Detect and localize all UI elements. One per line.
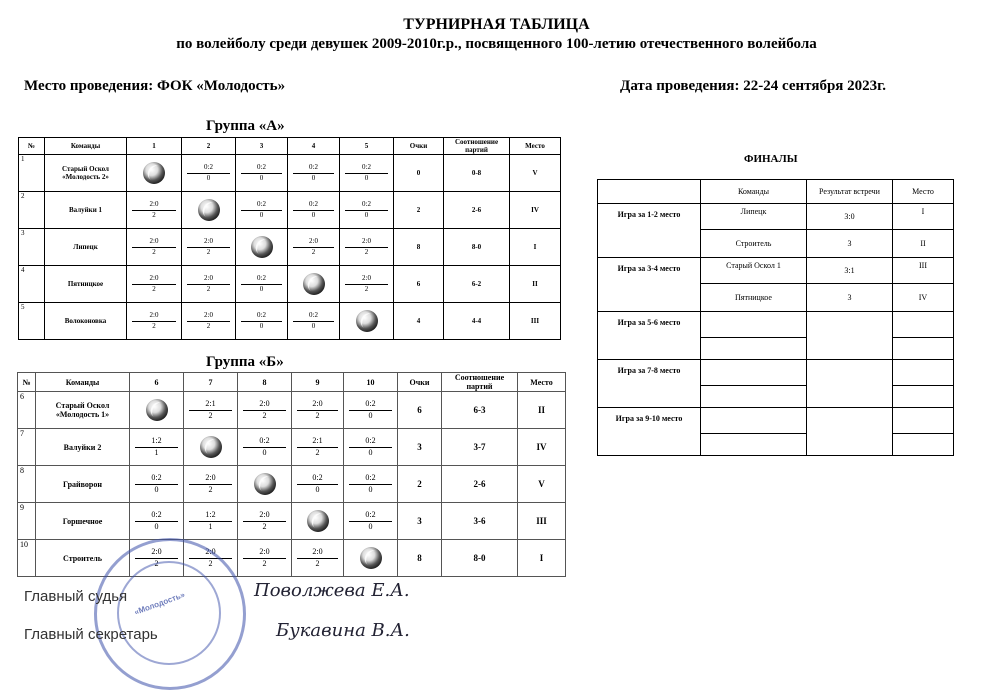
col-6: 6 bbox=[130, 373, 184, 392]
match-cell bbox=[238, 392, 292, 429]
place-cell: V bbox=[518, 466, 566, 503]
match-cell bbox=[127, 303, 182, 340]
match-points: 2 bbox=[311, 248, 316, 256]
set-score: 0:2 bbox=[365, 399, 376, 408]
set-score: 2:0 bbox=[204, 274, 213, 282]
match-points: 0 bbox=[259, 322, 264, 330]
team-number: 3 bbox=[19, 229, 45, 266]
place-cell: V bbox=[510, 155, 561, 192]
finals-score: 3 bbox=[807, 230, 893, 258]
finals-place bbox=[893, 434, 954, 456]
set-score: 2:0 bbox=[205, 547, 216, 556]
finals-place: IV bbox=[893, 284, 954, 312]
match-points: 2 bbox=[262, 411, 267, 420]
team-name: Валуйки 2 bbox=[36, 429, 130, 466]
match-points: 0 bbox=[368, 448, 373, 457]
col-points: Очки bbox=[394, 138, 444, 155]
match-cell bbox=[292, 429, 344, 466]
team-number: 9 bbox=[18, 503, 36, 540]
finals-place bbox=[893, 408, 954, 434]
finals-team: Старый Оскол 1 bbox=[701, 258, 807, 284]
match-points: 2 bbox=[315, 411, 320, 420]
match-points: 2 bbox=[152, 248, 156, 256]
set-score: 0:2 bbox=[365, 436, 376, 445]
place-cell: II bbox=[510, 266, 561, 303]
place-cell: II bbox=[518, 392, 566, 429]
set-score: 0:2 bbox=[151, 473, 162, 482]
match-cell bbox=[182, 192, 236, 229]
place-cell: III bbox=[518, 503, 566, 540]
place-cell: IV bbox=[510, 192, 561, 229]
match-cell bbox=[292, 466, 344, 503]
table-row bbox=[19, 266, 561, 303]
match-points: 2 bbox=[152, 285, 156, 293]
match-cell bbox=[344, 503, 398, 540]
volleyball-icon bbox=[356, 310, 378, 332]
finals-score: 3 bbox=[807, 284, 893, 312]
finals-place bbox=[893, 360, 954, 386]
col-7: 7 bbox=[184, 373, 238, 392]
set-score: 0:2 bbox=[257, 274, 266, 282]
finals-row bbox=[598, 408, 954, 434]
col-9: 9 bbox=[292, 373, 344, 392]
set-score: 2:0 bbox=[204, 237, 213, 245]
match-cell bbox=[340, 192, 394, 229]
match-points: 0 bbox=[259, 285, 264, 293]
match-points: 0 bbox=[368, 485, 373, 494]
col-place: Место bbox=[510, 138, 561, 155]
ratio-cell: 6-2 bbox=[444, 266, 510, 303]
finals-table bbox=[597, 179, 954, 456]
set-score: 2:0 bbox=[204, 311, 213, 319]
set-score: 2:0 bbox=[362, 274, 371, 282]
volleyball-icon bbox=[254, 473, 276, 495]
col-ratio: Соотношение партий bbox=[442, 373, 518, 392]
match-points: 0 bbox=[311, 211, 316, 219]
match-cell bbox=[292, 503, 344, 540]
set-score: 2:0 bbox=[205, 473, 216, 482]
col-team: Команды bbox=[45, 138, 127, 155]
match-points: 1 bbox=[154, 448, 159, 457]
set-score: 0:2 bbox=[309, 163, 318, 171]
finals-place bbox=[893, 312, 954, 338]
ratio-cell: 2-6 bbox=[442, 466, 518, 503]
match-cell bbox=[288, 303, 340, 340]
col-num: № bbox=[19, 138, 45, 155]
set-score: 2:0 bbox=[312, 399, 323, 408]
group-a-table bbox=[18, 137, 561, 340]
match-points: 2 bbox=[315, 448, 320, 457]
match-points: 2 bbox=[364, 285, 369, 293]
points-cell: 8 bbox=[394, 229, 444, 266]
match-cell bbox=[344, 429, 398, 466]
finals-game-label: Игра за 1-2 место bbox=[598, 204, 701, 258]
points-cell: 3 bbox=[398, 503, 442, 540]
team-name: Строитель bbox=[36, 540, 130, 577]
match-points: 0 bbox=[311, 322, 316, 330]
points-cell: 2 bbox=[394, 192, 444, 229]
finals-team: Строитель bbox=[701, 230, 807, 258]
col-8: 8 bbox=[238, 373, 292, 392]
col-team: Команды bbox=[36, 373, 130, 392]
match-points: 2 bbox=[154, 559, 159, 568]
finals-team bbox=[701, 338, 807, 360]
set-score: 2:0 bbox=[362, 237, 371, 245]
page-title: ТУРНИРНАЯ ТАБЛИЦА bbox=[403, 16, 590, 33]
table-row bbox=[19, 155, 561, 192]
match-points: 2 bbox=[152, 211, 156, 219]
points-cell: 6 bbox=[394, 266, 444, 303]
finals-place: III bbox=[893, 258, 954, 284]
finals-team bbox=[701, 386, 807, 408]
team-number: 6 bbox=[18, 392, 36, 429]
group-b-table bbox=[17, 372, 566, 577]
table-row bbox=[19, 229, 561, 266]
match-points: 2 bbox=[206, 322, 211, 330]
set-score: 0:2 bbox=[365, 510, 376, 519]
match-cell bbox=[340, 155, 394, 192]
judge-label: Главный судья bbox=[24, 588, 128, 605]
finals-team: Пятницкое bbox=[701, 284, 807, 312]
col-1: 1 bbox=[127, 138, 182, 155]
col-5: 5 bbox=[340, 138, 394, 155]
finals-col-teams: Команды bbox=[701, 180, 807, 204]
finals-col-result: Результат встречи bbox=[807, 180, 893, 204]
ratio-cell: 6-3 bbox=[442, 392, 518, 429]
match-cell bbox=[340, 229, 394, 266]
col-4: 4 bbox=[288, 138, 340, 155]
finals-game-label: Игра за 7-8 место bbox=[598, 360, 701, 408]
table-row bbox=[18, 392, 566, 429]
finals-game-label: Игра за 3-4 место bbox=[598, 258, 701, 312]
match-points: 0 bbox=[368, 522, 373, 531]
set-score: 1:2 bbox=[151, 436, 162, 445]
match-cell bbox=[182, 155, 236, 192]
match-cell bbox=[184, 429, 238, 466]
match-cell bbox=[238, 540, 292, 577]
volleyball-icon bbox=[360, 547, 382, 569]
finals-score: 3:0 bbox=[807, 204, 893, 230]
place-cell: I bbox=[510, 229, 561, 266]
set-score: 1:2 bbox=[205, 510, 216, 519]
points-cell: 6 bbox=[398, 392, 442, 429]
finals-blank-header bbox=[598, 180, 701, 204]
match-cell bbox=[236, 303, 288, 340]
team-number: 4 bbox=[19, 266, 45, 303]
date-text: Дата проведения: 22-24 сентября 2023г. bbox=[620, 78, 887, 94]
set-score: 2:0 bbox=[149, 311, 159, 319]
ratio-cell: 3-7 bbox=[442, 429, 518, 466]
match-points: 1 bbox=[208, 522, 213, 531]
finals-row bbox=[598, 312, 954, 338]
match-points: 2 bbox=[206, 285, 211, 293]
table-row bbox=[18, 466, 566, 503]
set-score: 0:2 bbox=[151, 510, 162, 519]
team-name: Валуйки 1 bbox=[45, 192, 127, 229]
finals-score bbox=[807, 360, 893, 408]
set-score: 2:0 bbox=[312, 547, 323, 556]
set-score: 2:0 bbox=[259, 399, 270, 408]
team-name: Старый Оскол «Молодость 1» bbox=[36, 392, 130, 429]
match-points: 0 bbox=[259, 211, 264, 219]
points-cell: 4 bbox=[394, 303, 444, 340]
points-cell: 8 bbox=[398, 540, 442, 577]
set-score: 2:0 bbox=[259, 547, 270, 556]
set-score: 0:2 bbox=[362, 163, 371, 171]
set-score: 0:2 bbox=[362, 200, 371, 208]
match-points: 0 bbox=[364, 211, 369, 219]
match-points: 0 bbox=[154, 522, 159, 531]
page-subtitle: по волейболу среди девушек 2009-2010г.р., посвященного 100-летию отечественного волейбола bbox=[176, 36, 817, 52]
match-points: 0 bbox=[311, 174, 316, 182]
finals-place bbox=[893, 386, 954, 408]
group-b-title: Группа «Б» bbox=[206, 354, 284, 370]
match-points: 2 bbox=[208, 485, 213, 494]
points-cell: 3 bbox=[398, 429, 442, 466]
team-number: 1 bbox=[19, 155, 45, 192]
ratio-cell: 8-0 bbox=[444, 229, 510, 266]
finals-game-label: Игра за 5-6 место bbox=[598, 312, 701, 360]
team-name: Липецк bbox=[45, 229, 127, 266]
match-points: 2 bbox=[262, 559, 267, 568]
col-10: 10 bbox=[344, 373, 398, 392]
team-name: Горшечное bbox=[36, 503, 130, 540]
col-place: Место bbox=[518, 373, 566, 392]
finals-game-label: Игра за 9-10 место bbox=[598, 408, 701, 456]
match-cell bbox=[130, 392, 184, 429]
match-points: 2 bbox=[152, 322, 156, 330]
set-score: 0:2 bbox=[204, 163, 213, 171]
ratio-cell: 2-6 bbox=[444, 192, 510, 229]
match-cell bbox=[184, 392, 238, 429]
match-points: 0 bbox=[154, 485, 159, 494]
ratio-cell: 4-4 bbox=[444, 303, 510, 340]
match-points: 0 bbox=[315, 485, 320, 494]
volleyball-icon bbox=[143, 162, 165, 184]
match-cell bbox=[182, 229, 236, 266]
finals-place bbox=[893, 338, 954, 360]
finals-place: II bbox=[893, 230, 954, 258]
volleyball-icon bbox=[198, 199, 220, 221]
set-score: 0:2 bbox=[259, 436, 270, 445]
finals-title: ФИНАЛЫ bbox=[744, 153, 798, 165]
finals-team: Липецк bbox=[701, 204, 807, 230]
set-score: 2:0 bbox=[151, 547, 162, 556]
match-points: 0 bbox=[262, 448, 267, 457]
volleyball-icon bbox=[307, 510, 329, 532]
match-cell bbox=[236, 229, 288, 266]
col-2: 2 bbox=[182, 138, 236, 155]
team-number: 2 bbox=[19, 192, 45, 229]
match-cell bbox=[288, 229, 340, 266]
match-cell bbox=[127, 229, 182, 266]
set-score: 2:0 bbox=[309, 237, 318, 245]
volleyball-icon bbox=[251, 236, 273, 258]
match-cell bbox=[288, 155, 340, 192]
finals-team bbox=[701, 360, 807, 386]
finals-team bbox=[701, 312, 807, 338]
group-a-title: Группа «А» bbox=[206, 118, 285, 134]
ratio-cell: 0-8 bbox=[444, 155, 510, 192]
match-cell bbox=[340, 266, 394, 303]
finals-row bbox=[598, 258, 954, 284]
match-cell bbox=[184, 503, 238, 540]
match-cell bbox=[340, 303, 394, 340]
finals-team bbox=[701, 408, 807, 434]
match-points: 2 bbox=[208, 411, 213, 420]
match-points: 2 bbox=[208, 559, 213, 568]
table-row bbox=[18, 540, 566, 577]
finals-score: 3:1 bbox=[807, 258, 893, 284]
match-cell bbox=[238, 503, 292, 540]
col-points: Очки bbox=[398, 373, 442, 392]
match-points: 0 bbox=[206, 174, 211, 182]
ratio-cell: 8-0 bbox=[442, 540, 518, 577]
place-cell: III bbox=[510, 303, 561, 340]
match-cell bbox=[288, 266, 340, 303]
finals-score bbox=[807, 312, 893, 360]
match-cell bbox=[127, 266, 182, 303]
team-number: 8 bbox=[18, 466, 36, 503]
team-number: 10 bbox=[18, 540, 36, 577]
table-row bbox=[18, 503, 566, 540]
match-cell bbox=[344, 540, 398, 577]
volleyball-icon bbox=[146, 399, 168, 421]
place-cell: IV bbox=[518, 429, 566, 466]
set-score: 2:1 bbox=[312, 436, 323, 445]
col-num: № bbox=[18, 373, 36, 392]
finals-place: I bbox=[893, 204, 954, 230]
match-cell bbox=[182, 266, 236, 303]
match-points: 2 bbox=[315, 559, 320, 568]
team-name: Грайворон bbox=[36, 466, 130, 503]
col-ratio: Соотношение партий bbox=[444, 138, 510, 155]
match-cell bbox=[127, 192, 182, 229]
team-name: Старый Оскол «Молодость 2» bbox=[45, 155, 127, 192]
ratio-cell: 3-6 bbox=[442, 503, 518, 540]
finals-score bbox=[807, 408, 893, 456]
match-cell bbox=[344, 392, 398, 429]
match-points: 0 bbox=[364, 174, 369, 182]
match-cell bbox=[344, 466, 398, 503]
team-number: 7 bbox=[18, 429, 36, 466]
match-cell bbox=[130, 429, 184, 466]
set-score: 2:0 bbox=[149, 274, 159, 282]
secretary-label: Главный секретарь bbox=[24, 626, 158, 643]
set-score: 2:0 bbox=[149, 200, 159, 208]
venue-text: Место проведения: ФОК «Молодость» bbox=[24, 78, 286, 94]
match-cell bbox=[292, 392, 344, 429]
table-row bbox=[19, 303, 561, 340]
stamp-text: «Молодость» bbox=[133, 590, 187, 617]
points-cell: 2 bbox=[398, 466, 442, 503]
match-points: 0 bbox=[368, 411, 373, 420]
set-score: 0:2 bbox=[309, 200, 318, 208]
volleyball-icon bbox=[303, 273, 325, 295]
set-score: 0:2 bbox=[365, 473, 376, 482]
set-score: 0:2 bbox=[257, 163, 266, 171]
match-cell bbox=[236, 266, 288, 303]
match-cell bbox=[182, 303, 236, 340]
match-points: 2 bbox=[262, 522, 267, 531]
match-cell bbox=[236, 155, 288, 192]
team-name: Волоконовка bbox=[45, 303, 127, 340]
match-cell bbox=[184, 466, 238, 503]
match-cell bbox=[130, 503, 184, 540]
match-cell bbox=[238, 429, 292, 466]
set-score: 2:1 bbox=[205, 399, 216, 408]
judge-signature: Поволжева Е.А. bbox=[254, 580, 410, 601]
finals-row bbox=[598, 360, 954, 386]
set-score: 2:0 bbox=[259, 510, 270, 519]
table-row bbox=[19, 192, 561, 229]
match-cell bbox=[238, 466, 292, 503]
set-score: 2:0 bbox=[149, 237, 159, 245]
volleyball-icon bbox=[200, 436, 222, 458]
secretary-signature: Букавина В.А. bbox=[276, 620, 410, 641]
place-cell: I bbox=[518, 540, 566, 577]
match-cell bbox=[288, 192, 340, 229]
set-score: 0:2 bbox=[312, 473, 323, 482]
match-cell bbox=[236, 192, 288, 229]
table-row bbox=[18, 429, 566, 466]
set-score: 0:2 bbox=[257, 200, 266, 208]
match-cell bbox=[130, 466, 184, 503]
col-3: 3 bbox=[236, 138, 288, 155]
finals-row bbox=[598, 204, 954, 230]
finals-team bbox=[701, 434, 807, 456]
match-points: 0 bbox=[259, 174, 264, 182]
match-cell bbox=[127, 155, 182, 192]
team-number: 5 bbox=[19, 303, 45, 340]
team-name: Пятницкое bbox=[45, 266, 127, 303]
match-cell bbox=[292, 540, 344, 577]
finals-col-place: Место bbox=[893, 180, 954, 204]
match-points: 2 bbox=[206, 248, 211, 256]
set-score: 0:2 bbox=[309, 311, 318, 319]
match-points: 2 bbox=[364, 248, 369, 256]
stamp bbox=[94, 538, 246, 690]
set-score: 0:2 bbox=[257, 311, 266, 319]
points-cell: 0 bbox=[394, 155, 444, 192]
